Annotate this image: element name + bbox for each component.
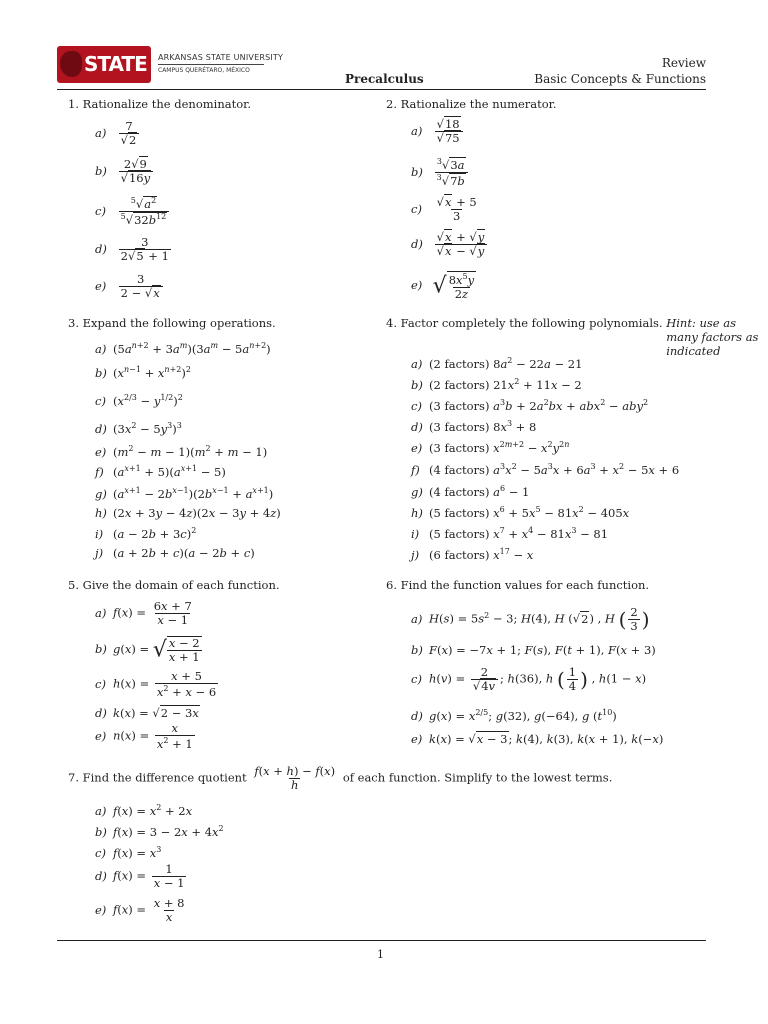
p2-label-c: c) <box>411 201 422 216</box>
p4-item-c: c) (3 factors) $a^3b + 2a^2bx + abx^2 - aby^2$ <box>411 398 649 413</box>
p1-label-b: b) <box>95 163 107 178</box>
p3-item-j: j) (a + 2b + c)(a − 2b + c) <box>95 546 255 560</box>
p4-label-h: h) <box>411 505 423 520</box>
page-number: 1 <box>377 948 384 961</box>
p3-item-f: f) $(a^{x+1} + 5)(a^{x+1} - 5)$ <box>95 464 226 479</box>
p6-label-c: c) <box>411 671 422 686</box>
p6-item-a: a) $H(s) = 5s^2 - 3$; H(4), H (√2) , H ( $\frac{2}{3}$ ) <box>411 605 650 634</box>
p3-label-a: a) <box>95 341 107 356</box>
p1-label-a: a) <box>95 125 107 140</box>
p4-label-c: c) <box>411 398 422 413</box>
p5-item-d: d) k(x) = √2 − 3x <box>95 706 199 720</box>
p3-item-g: g) $(a^{x+1} - 2b^{x-1})(2b^{x-1} + a^{x+1})$ <box>95 486 274 501</box>
doc-topic: Basic Concepts & Functions <box>534 72 706 86</box>
p2-item-e: e) √ $\frac{8x^5y}{2z}$ <box>411 272 475 302</box>
p6-label-e: e) <box>411 732 423 746</box>
p2-item-b: b) $\frac{^3√3a}{^3√7b}$ <box>411 157 470 188</box>
p4-factors-h: (5 factors) <box>429 505 490 520</box>
p1-item-a: a) $\frac{7}{√2}$ <box>95 120 141 147</box>
p7-label-e: e) <box>95 902 107 917</box>
p7-title-post: of each function. Simplify to the lowest terms. <box>342 770 613 785</box>
p3-label-g: g) <box>95 486 107 501</box>
p5-label-d: d) <box>95 706 107 720</box>
logo-text: STATE <box>84 52 147 76</box>
p4-item-h: h) (5 factors) $x^6 + 5x^5 - 81x^2 - 405x$ <box>411 505 630 520</box>
p4-factors-e: (3 factors) <box>429 440 490 455</box>
p3-item-a: a) $(5a^{n+2} + 3a^m)(3a^m - 5a^{n+2})$ <box>95 341 271 356</box>
p7-item-d: d) f(x) = $\frac{1}{x - 1}$ <box>95 862 185 891</box>
p4-item-i: i) (5 factors) $x^7 + x^4 - 81x^3 - 81$ <box>411 526 609 541</box>
p7-item-c: c) $f(x) = x^3$ <box>95 845 162 860</box>
p4-item-j: j) (6 factors) $x^{17} - x$ <box>411 547 534 562</box>
p1-item-e: e) $\frac{3}{2 - √x}$ <box>95 273 165 300</box>
p3-item-h: h) (2x + 3y − 4z)(2x − 3y + 4z) <box>95 506 281 520</box>
p4-factors-f: (4 factors) <box>429 462 490 477</box>
p4-label-d: d) <box>411 419 423 434</box>
p7-item-b: b) $f(x) = 3 - 2x + 4x^2$ <box>95 824 224 839</box>
campus-name: CAMPUS QUERÉTARO, MÉXICO <box>158 67 250 74</box>
p1-item-b: b) $\frac{2√9}{√16y}$ <box>95 158 155 185</box>
p4-factors-c: (3 factors) <box>429 398 490 413</box>
p5-item-c: c) h(x) = $\frac{x + 5}{x^2 + x - 6}$ <box>95 669 217 700</box>
header-rule <box>57 89 706 90</box>
course-title: Precalculus <box>345 72 424 86</box>
p5-item-e: e) n(x) = $\frac{x}{x^2 + 1}$ <box>95 721 193 752</box>
p6-label-a: a) <box>411 611 423 626</box>
p4-title-text: 4. Factor completely the following polynomials. <box>386 316 663 330</box>
p5-label-e: e) <box>95 728 107 743</box>
p4-item-b: b) (2 factors) $21x^2 + 11x - 2$ <box>411 377 582 392</box>
p7-item-a: a) $f(x) = x^2 + 2x$ <box>95 803 193 818</box>
p2-item-d: d) $\frac{√x + √y}{√x - √y}$ <box>411 231 489 258</box>
p4-label-e: e) <box>411 440 423 455</box>
p3-label-j: j) <box>95 546 104 560</box>
p2-label-e: e) <box>411 278 423 293</box>
p2-label-a: a) <box>411 123 423 138</box>
p4-item-e: e) (3 factors) $x^{2m+2} - x^2y^{2n}$ <box>411 440 570 455</box>
p4-label-b: b) <box>411 377 423 392</box>
p6-item-d: d) $g(x) = x^{2/5}$; g(32), g(−64), g $(t^{10})$ <box>411 708 617 723</box>
p3-label-c: c) <box>95 393 106 408</box>
p4-item-a: a) (2 factors) $8a^2 - 22a - 21$ <box>411 356 583 371</box>
p2-item-a: a) $\frac{√18}{√75}$ <box>411 118 465 145</box>
p6-label-d: d) <box>411 708 423 723</box>
p5-item-a: a) f(x) = $\frac{6x + 7}{x - 1}$ <box>95 599 192 628</box>
p1-label-d: d) <box>95 241 107 256</box>
footer-rule <box>57 940 706 941</box>
p2-item-c: c) $\frac{√x + 5}{3}$ <box>411 195 477 224</box>
p4-label-i: i) <box>411 526 420 541</box>
p4-factors-b: (2 factors) <box>429 377 490 392</box>
p4-label-j: j) <box>411 547 420 562</box>
problem-2-title: 2. Rationalize the numerator. <box>386 97 557 111</box>
p1-label-c: c) <box>95 203 106 218</box>
p7-label-c: c) <box>95 845 106 860</box>
problem-1-title: 1. Rationalize the denominator. <box>68 97 252 111</box>
p6-label-b: b) <box>411 643 423 657</box>
p4-hint: Hint: use as many factors as indicated <box>666 316 759 358</box>
university-logo <box>57 46 151 83</box>
p3-label-i: i) <box>95 526 104 541</box>
p7-title-pre: 7. Find the difference quotient <box>68 770 247 785</box>
p6-item-b: b) F(x) = −7x + 1; F(s), F(t + 1), F(x + 3) <box>411 643 656 657</box>
logo-redwolf-icon <box>60 51 82 77</box>
p6-item-e: e) k(x) = √x − 3; k(4), k(3), k(x + 1), k(−x) <box>411 732 664 746</box>
p7-label-d: d) <box>95 868 107 883</box>
p7-item-e: e) f(x) = $\frac{x + 8}{x}$ <box>95 896 185 925</box>
p3-label-h: h) <box>95 506 107 520</box>
p4-factors-a: (2 factors) <box>429 356 490 371</box>
p4-factors-j: (6 factors) <box>429 547 490 562</box>
p3-item-c: c) $(x^{2/3} - y^{1/2})^2$ <box>95 393 183 408</box>
p5-label-c: c) <box>95 676 106 691</box>
problem-4-title <box>386 316 761 358</box>
problem-3-title: 3. Expand the following operations. <box>68 316 276 330</box>
p5-label-a: a) <box>95 605 107 620</box>
p6-item-c: c) h(v) = $\frac{2}{√4v}$ ; h(36), h ( $\frac{1}{4}$ ) , h(1 − x) <box>411 665 647 694</box>
problem-6-title: 6. Find the function values for each function. <box>386 578 650 592</box>
p4-label-f: f) <box>411 462 420 477</box>
logo-rule <box>158 64 264 65</box>
p3-item-b: b) $(x^{n-1} + x^{n+2})^2$ <box>95 365 191 380</box>
p4-factors-i: (5 factors) <box>429 526 490 541</box>
p3-item-i: i) $(a - 2b + 3c)^2$ <box>95 526 197 541</box>
p4-item-f: f) (4 factors) $a^3x^2 - 5a^3x + 6a^3 + x^2 - 5x + 6$ <box>411 462 680 477</box>
p4-factors-d: (3 factors) <box>429 419 490 434</box>
p2-label-b: b) <box>411 164 423 179</box>
p1-label-e: e) <box>95 278 107 293</box>
doc-type: Review <box>661 56 706 70</box>
p5-item-b: b) g(x) = √ $\frac{x - 2}{x + 1}$ <box>95 636 200 665</box>
problem-5-title: 5. Give the domain of each function. <box>68 578 280 592</box>
p4-item-d: d) (3 factors) $8x^3 + 8$ <box>411 419 537 434</box>
p4-label-a: a) <box>411 356 423 371</box>
p5-label-b: b) <box>95 642 107 657</box>
p1-item-c: c) $\frac{^5√a^2}{^5√32b^{12}}$ <box>95 196 171 227</box>
p7-label-b: b) <box>95 824 107 839</box>
p4-factors-g: (4 factors) <box>429 484 490 499</box>
p3-label-d: d) <box>95 421 107 436</box>
p3-item-d: d) $(3x^2 - 5y^3)^3$ <box>95 421 182 436</box>
p7-label-a: a) <box>95 803 107 818</box>
p4-item-g: g) (4 factors) $a^6 - 1$ <box>411 484 530 499</box>
university-name: ARKANSAS STATE UNIVERSITY <box>158 53 284 62</box>
p3-label-e: e) <box>95 444 107 459</box>
p4-label-g: g) <box>411 484 423 499</box>
p3-label-f: f) <box>95 464 104 479</box>
p1-item-d: d) $\frac{3}{2√5 + 1}$ <box>95 235 169 264</box>
problem-7-title: 7. Find the difference quotient $\frac{f(x + h) - f(x)}{h}$ of each function. Simplify to the lowest terms. <box>68 764 613 793</box>
p3-item-e: e) $(m^2 - m - 1)(m^2 + m - 1)$ <box>95 444 268 459</box>
p2-label-d: d) <box>411 236 423 251</box>
p3-label-b: b) <box>95 365 107 380</box>
